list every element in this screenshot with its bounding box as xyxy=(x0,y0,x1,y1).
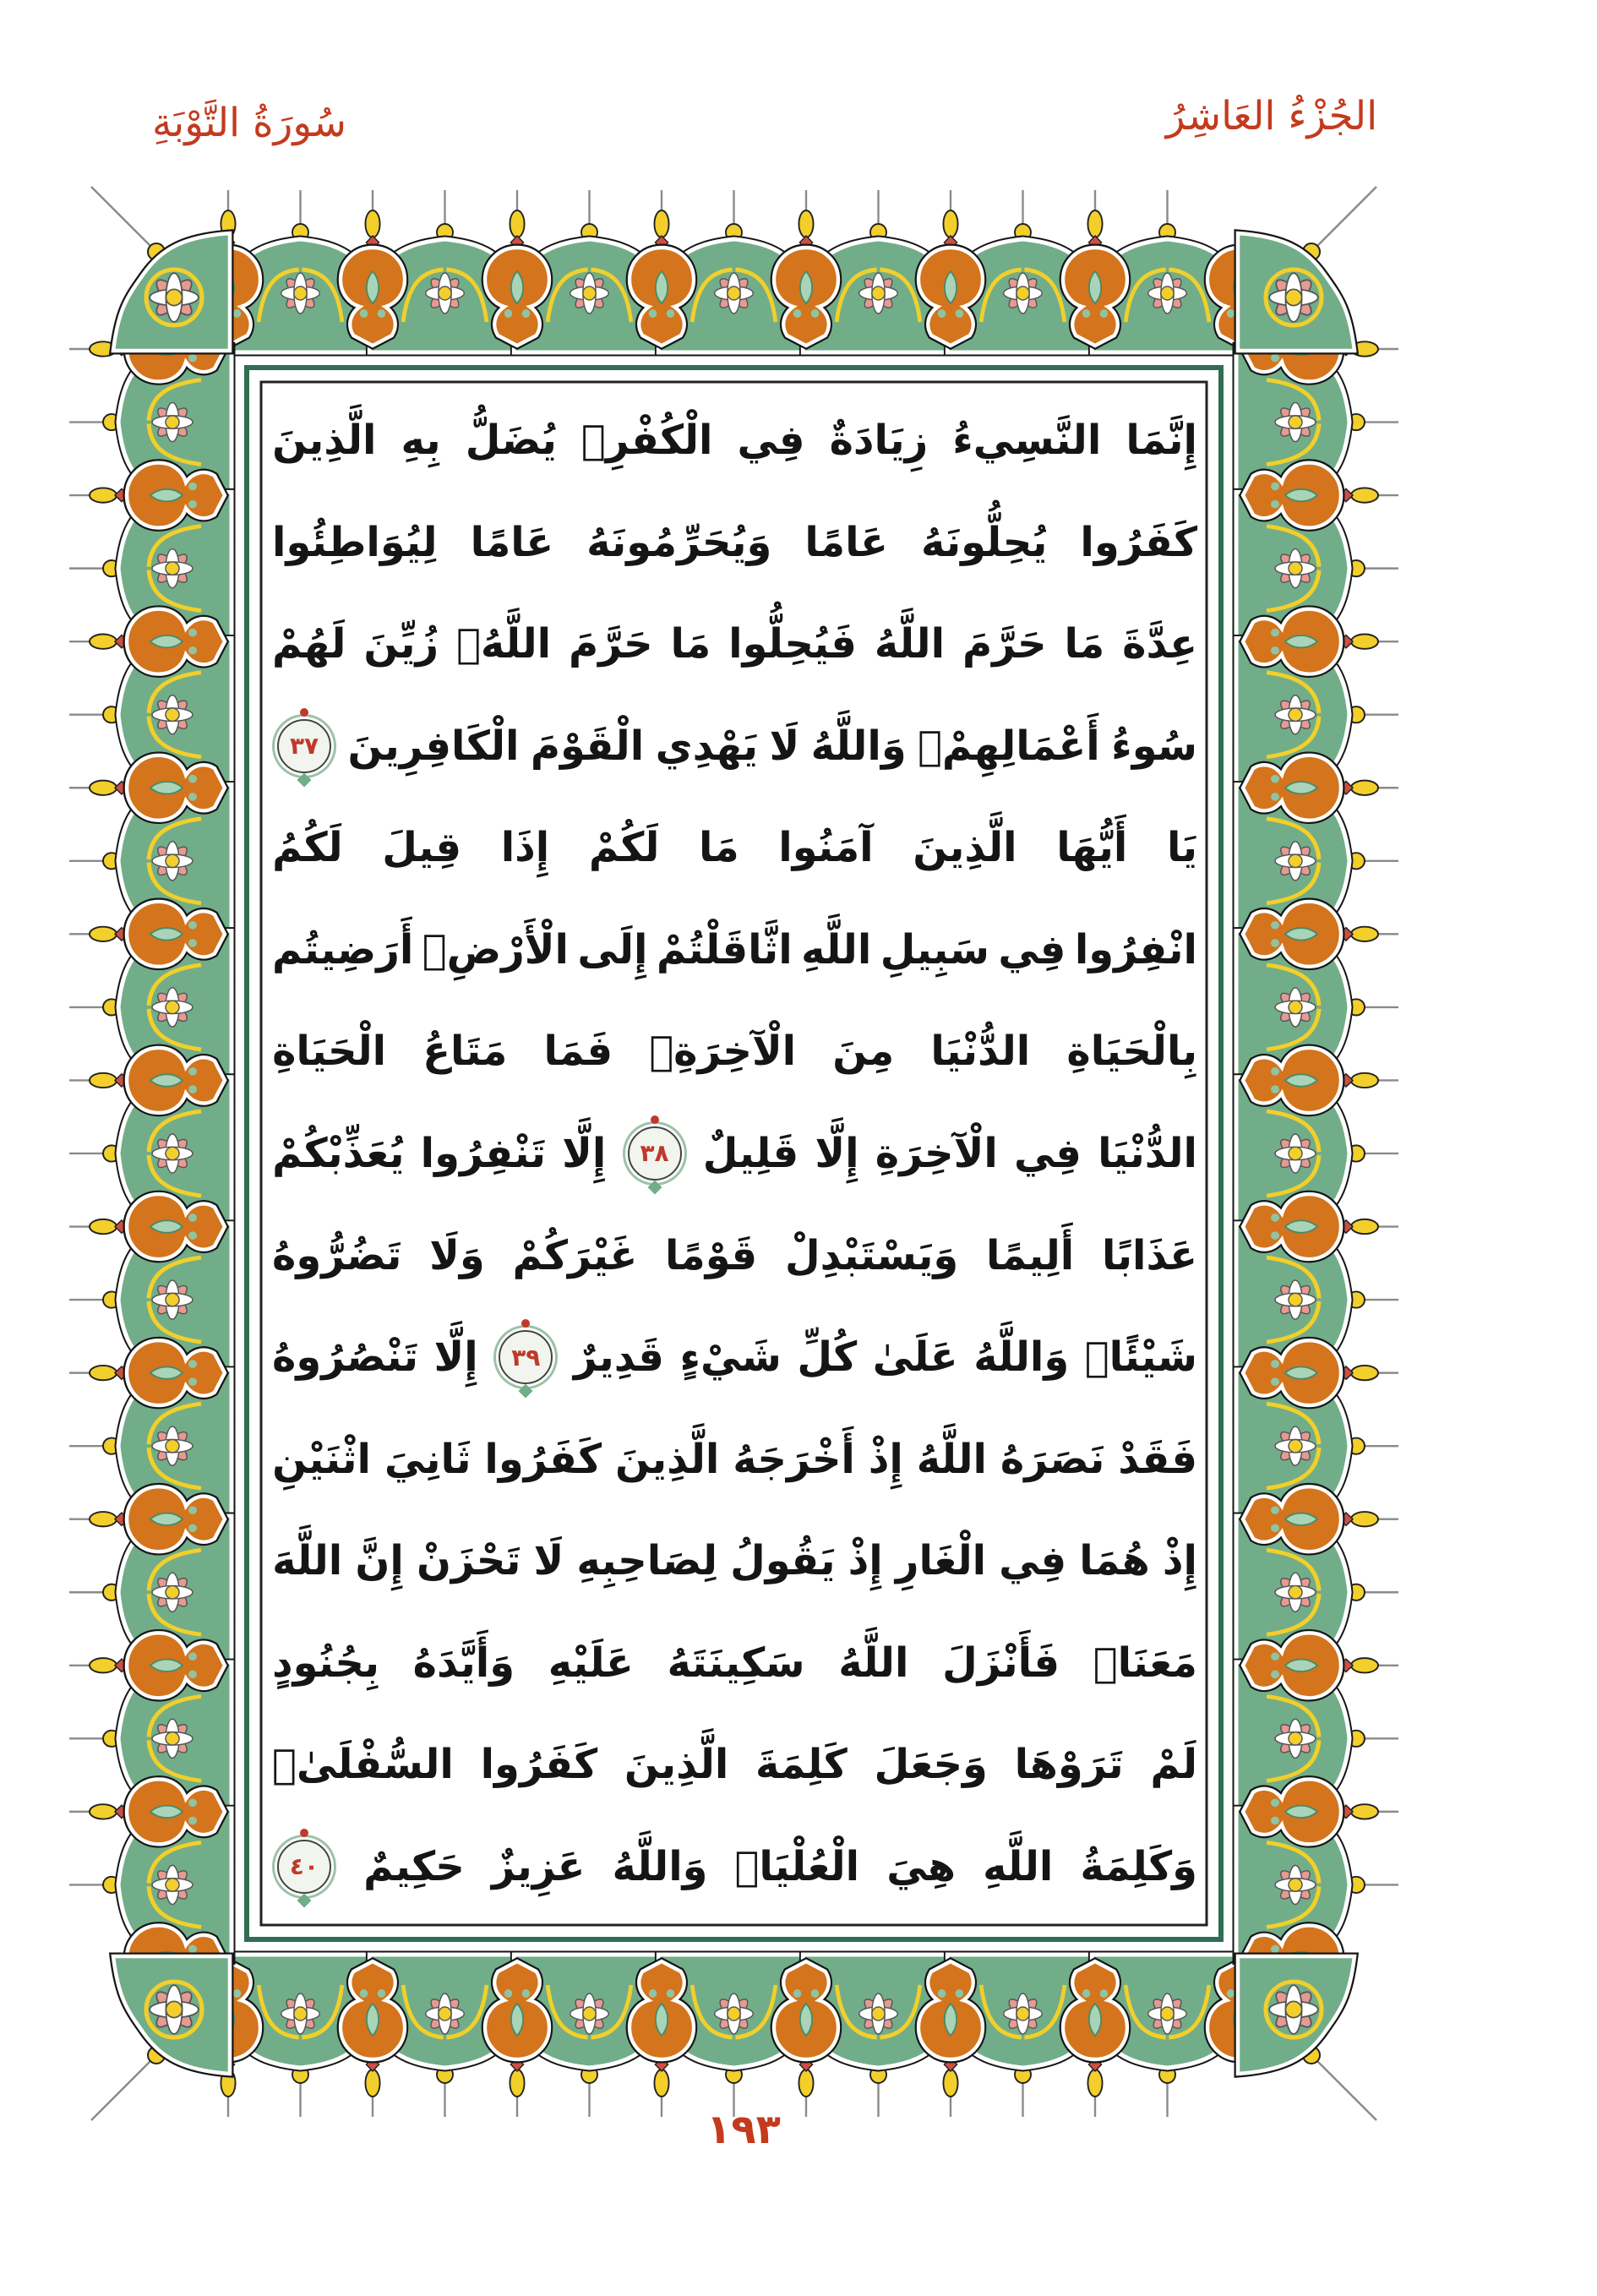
quran-word: لَمْ xyxy=(1150,1741,1197,1789)
verse-end-marker: ٣٧ xyxy=(277,719,331,773)
quran-word: يَهْدِي xyxy=(655,722,759,770)
quran-word: اللَّهُۚ xyxy=(456,620,552,668)
quran-word: اللَّهَ xyxy=(272,1537,343,1585)
quran-word: حَرَّمَ xyxy=(962,620,1047,668)
surah-name-header: سُورَةُ التَّوْبَةِ xyxy=(151,100,347,146)
quran-word: إِذَا xyxy=(500,824,550,872)
quran-word: أَعْمَالِهِمْۗ xyxy=(918,722,1100,770)
quran-lines xyxy=(272,390,1197,1917)
quran-word: كَفَرُوا xyxy=(484,1435,602,1483)
quran-word: أَخْرَجَهُ xyxy=(733,1435,855,1483)
quran-word: تَنْفِرُوا xyxy=(420,1129,546,1177)
quran-word: الْكَافِرِينَ xyxy=(347,722,520,770)
quran-word: إِذْ xyxy=(1162,1537,1197,1585)
mushaf-line xyxy=(272,390,1197,490)
quran-word: هِيَ xyxy=(886,1842,957,1890)
quran-word: الْآخِرَةِ xyxy=(875,1129,998,1177)
quran-word: وَأَيَّدَهُ xyxy=(412,1639,515,1687)
quran-word: حَكِيمٌ xyxy=(363,1842,465,1890)
quran-word: لِيُوَاطِئُوا xyxy=(272,518,438,566)
mushaf-line xyxy=(272,1715,1197,1814)
quran-word: مَتَاعُ xyxy=(422,1028,508,1076)
quran-word: وَاللَّهُ xyxy=(973,1333,1070,1382)
quran-word: بِجُنُودٍ xyxy=(272,1639,379,1687)
mushaf-line xyxy=(272,696,1197,796)
quran-word: الدُّنْيَا xyxy=(930,1028,1031,1076)
quran-word: تَضُرُّوهُ xyxy=(272,1231,402,1279)
quran-word: فَمَا xyxy=(543,1028,613,1076)
quran-word: لَكُمُ xyxy=(272,824,343,872)
quran-word: إِذْ xyxy=(868,1435,903,1483)
quran-word: لَكُمْ xyxy=(588,824,660,872)
quran-word: تَرَوْهَا xyxy=(1014,1741,1124,1789)
mushaf-line xyxy=(272,1104,1197,1203)
quran-word: يَقُولُ xyxy=(730,1537,836,1585)
mushaf-line xyxy=(272,1206,1197,1306)
quran-word: زُيِّنَ xyxy=(363,620,439,668)
quran-word: السُّفْلَىٰۗ xyxy=(272,1741,454,1789)
quran-word: غَيْرَكُمْ xyxy=(512,1231,638,1279)
quran-word: وَكَلِمَةُ xyxy=(1080,1842,1197,1890)
quran-word: الْكُفْرِۖ xyxy=(580,417,713,464)
quran-word: الْأَرْضِۚ xyxy=(422,925,569,973)
quran-word: سَبِيلِ xyxy=(880,925,989,973)
quran-word: وَيُحَرِّمُونَهُ xyxy=(586,518,772,566)
quran-word: وَاللَّهُ xyxy=(810,722,907,770)
quran-word: لَا xyxy=(533,1537,564,1585)
quran-word: بِهِ xyxy=(401,417,441,464)
quran-word: حَرَّمَ xyxy=(568,620,653,668)
quran-word: عِدَّةَ xyxy=(1122,620,1197,668)
quran-word: اثَّاقَلْتُمْ xyxy=(656,925,793,973)
quran-word: مِنَ xyxy=(832,1028,895,1076)
quran-word: إِلَّا xyxy=(562,1129,607,1177)
quran-word: سَكِينَتَهُ xyxy=(667,1639,805,1687)
quran-word: أَلِيمًا xyxy=(985,1231,1075,1279)
quran-word: اللَّهُ xyxy=(838,1639,909,1687)
quran-word: كَلِمَةَ xyxy=(755,1741,848,1789)
quran-word: يَا xyxy=(1166,824,1197,872)
quran-word: إِلَى xyxy=(577,925,648,973)
quran-word: آمَنُوا xyxy=(778,824,874,872)
quran-word: إِنَّ xyxy=(355,1537,404,1585)
quran-word: تَحْزَنْ xyxy=(416,1537,521,1585)
mushaf-line xyxy=(272,1307,1197,1407)
quran-word: يُضَلُّ xyxy=(465,417,557,464)
quran-word: مَا xyxy=(698,824,739,872)
quran-word: اللَّهِ xyxy=(983,1842,1054,1890)
quran-word: الْعُلْيَاۗ xyxy=(734,1842,860,1890)
quran-word: اللَّهِ xyxy=(801,925,872,973)
verse-end-marker: ٣٨ xyxy=(628,1126,682,1181)
quran-word: عَلَيْهِ xyxy=(548,1639,634,1687)
quran-word: وَيَسْتَبْدِلْ xyxy=(784,1231,959,1279)
mushaf-line xyxy=(272,1001,1197,1101)
quran-word: زِيَادَةٌ xyxy=(829,417,929,464)
quran-word: أَيُّهَا xyxy=(1056,824,1128,872)
mushaf-line xyxy=(272,493,1197,592)
quran-word: النَّسِيءُ xyxy=(952,417,1102,464)
quran-word: الْآخِرَةِۚ xyxy=(649,1028,797,1076)
quran-word: فَيُحِلُّوا xyxy=(728,620,857,668)
mushaf-line xyxy=(272,798,1197,897)
quran-word: إِلَّا xyxy=(815,1129,859,1177)
quran-word: فِي xyxy=(737,417,805,464)
quran-word: الْغَارِ xyxy=(895,1537,987,1585)
quran-word: عَذَابًا xyxy=(1101,1231,1197,1279)
quran-word: يُعَذِّبْكُمْ xyxy=(272,1129,405,1177)
quran-word: ثَانِيَ xyxy=(384,1435,471,1483)
quran-word: وَجَعَلَ xyxy=(874,1741,988,1789)
quran-word: مَا xyxy=(670,620,711,668)
quran-word: إِذْ xyxy=(848,1537,883,1585)
mushaf-line xyxy=(272,594,1197,694)
quran-word: فِي xyxy=(1013,1129,1082,1177)
page-number: ١٩٣ xyxy=(706,2106,781,2153)
quran-word: الْحَيَاةِ xyxy=(272,1028,387,1076)
quran-word: فِي xyxy=(998,925,1066,973)
quran-word: اللَّهُ xyxy=(874,620,946,668)
quran-word: إِنَّمَا xyxy=(1126,417,1197,464)
quran-word: اللَّهُ xyxy=(916,1435,987,1483)
quran-word: مَا xyxy=(1064,620,1105,668)
quran-word: كَفَرُوا xyxy=(1080,518,1197,566)
quran-word: الَّذِينَ xyxy=(614,1435,720,1483)
quran-word: الَّذِينَ xyxy=(624,1741,729,1789)
quran-word: كُلِّ xyxy=(797,1333,858,1382)
quran-word: شَيْئًاۗ xyxy=(1084,1333,1197,1382)
quran-word: تَنْصُرُوهُ xyxy=(272,1333,418,1382)
quran-word: هُمَا xyxy=(1079,1537,1150,1585)
quran-word: يُحِلُّونَهُ xyxy=(920,518,1048,566)
quran-word: كَفَرُوا xyxy=(480,1741,598,1789)
quran-word: قِيلَ xyxy=(382,824,462,872)
quran-word: لِصَاحِبِهِ xyxy=(576,1537,718,1585)
quran-word: بِالْحَيَاةِ xyxy=(1066,1028,1197,1076)
quran-word: عَامًا xyxy=(804,518,888,566)
verse-end-marker: ٣٩ xyxy=(499,1330,553,1384)
juz-header: الجُزْءُ العَاشِرُ xyxy=(1165,93,1378,139)
quran-word: الْقَوْمَ xyxy=(530,722,645,770)
quran-word: لَهُمْ xyxy=(272,620,346,668)
quran-word: انْفِرُوا xyxy=(1074,925,1197,973)
quran-word: لَا xyxy=(769,722,800,770)
mushaf-line xyxy=(272,1511,1197,1611)
mushaf-line xyxy=(272,1410,1197,1509)
quran-word: وَاللَّهُ xyxy=(612,1842,708,1890)
mushaf-line xyxy=(272,1613,1197,1713)
quran-word: فِي xyxy=(999,1537,1067,1585)
quran-word: سُوءُ xyxy=(1111,722,1197,770)
quran-word: الدُّنْيَا xyxy=(1098,1129,1197,1177)
quran-word: فَقَدْ xyxy=(1118,1435,1197,1483)
quran-word: اثْنَيْنِ xyxy=(272,1435,371,1483)
verse-end-marker: ٤٠ xyxy=(277,1840,331,1894)
quran-word: مَعَنَاۖ xyxy=(1093,1639,1197,1687)
quran-word: وَلَا xyxy=(429,1231,485,1279)
quran-word: أَرَضِيتُم xyxy=(272,925,414,973)
quran-word: قَلِيلٌ xyxy=(702,1129,799,1177)
quran-word: الَّذِينَ xyxy=(272,417,377,464)
quran-word: إِلَّا xyxy=(433,1333,478,1382)
quran-word: شَيْءٍ xyxy=(679,1333,782,1382)
quran-word: عَامًا xyxy=(470,518,554,566)
quran-word: عَزِيزٌ xyxy=(491,1842,586,1890)
quran-word: فَأَنْزَلَ xyxy=(942,1639,1060,1687)
quran-word: عَلَىٰ xyxy=(872,1333,958,1382)
mushaf-line xyxy=(272,900,1197,1000)
quran-word: نَصَرَهُ xyxy=(1000,1435,1105,1483)
mushaf-line xyxy=(272,1817,1197,1917)
quran-word: قَوْمًا xyxy=(664,1231,758,1279)
quran-word: قَدِيرٌ xyxy=(573,1333,664,1382)
quran-word: الَّذِينَ xyxy=(913,824,1017,872)
